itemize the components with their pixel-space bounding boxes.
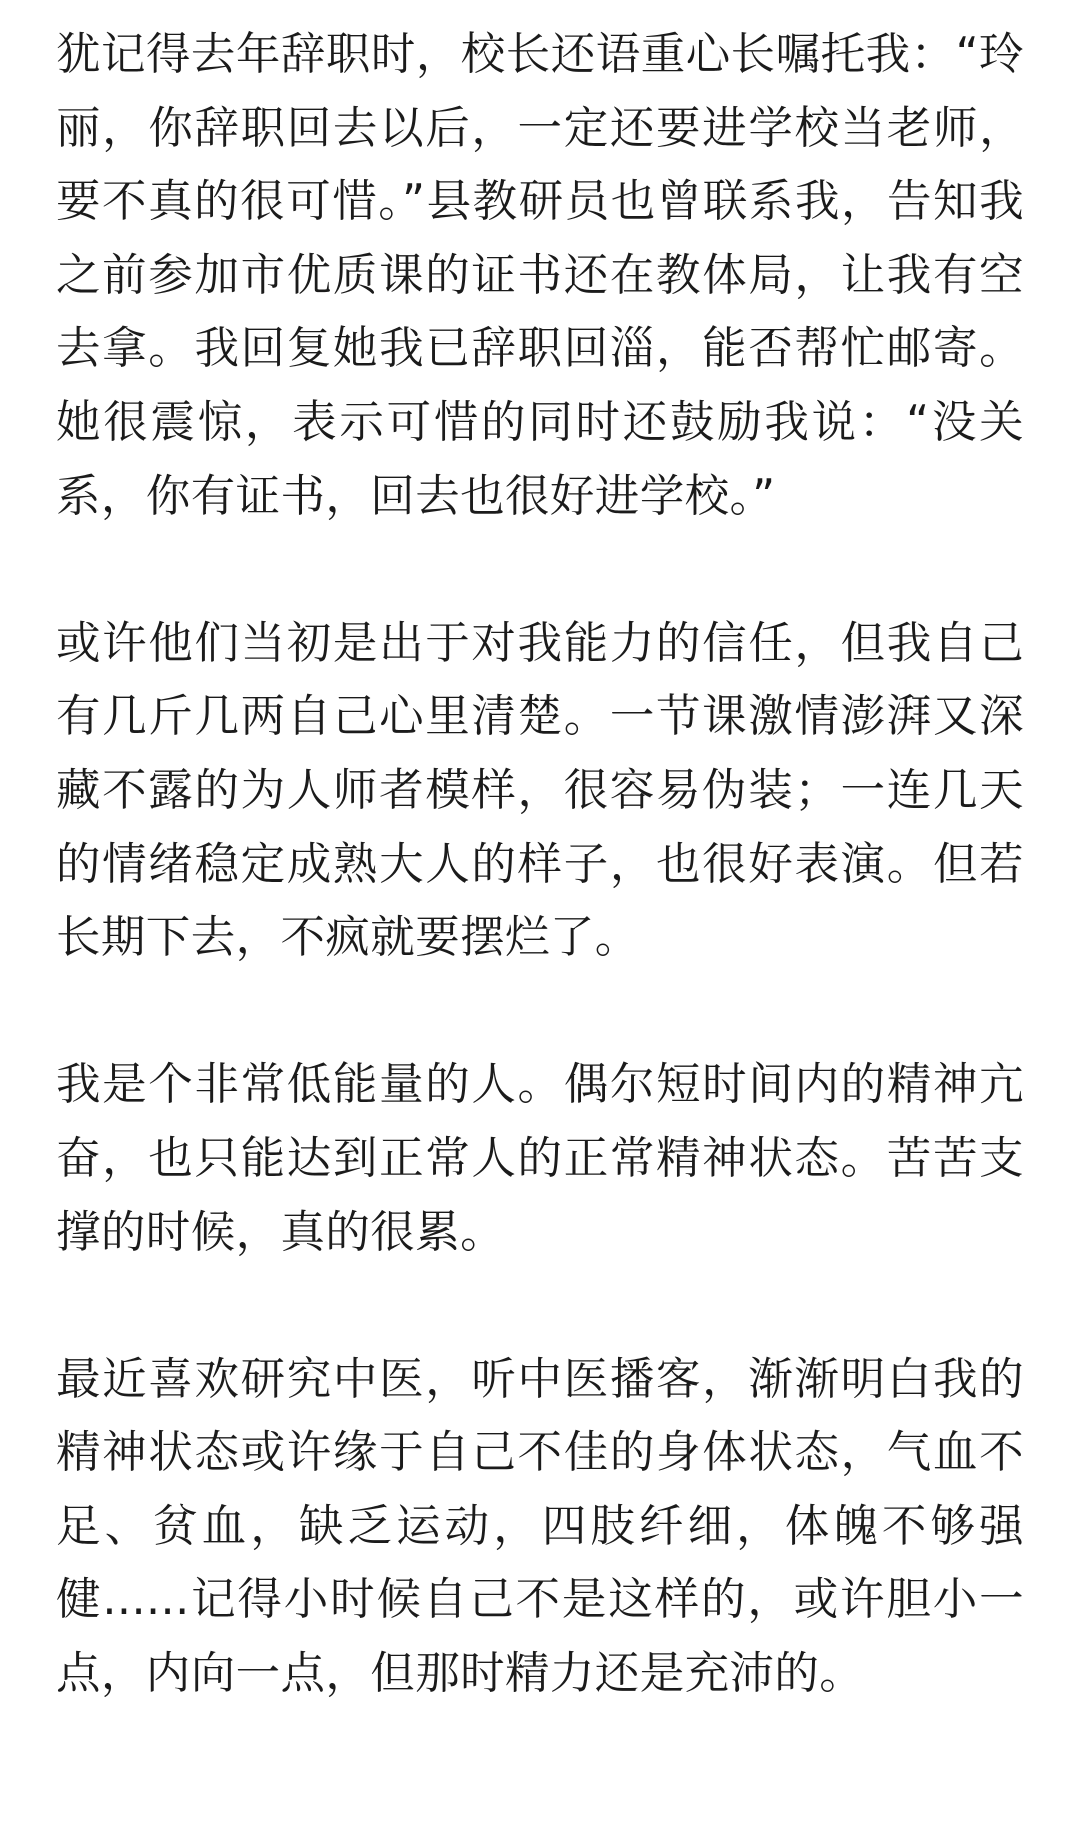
paragraph-chinese-medicine: 最近喜欢研究中医，听中医播客，渐渐明白我的精神状态或许缘于自己不佳的身体状态，气血不足、贫血，缺乏运动，四肢纤细，体魄不够强健......记得小时候自己不是这样的，或许胆小一点，内向一点，但那时精力还是充沛的。 [56,1353,1024,1700]
article-body [56,18,1024,1711]
paragraph-resignation-memory: 犹记得去年辞职时，校长还语重心长嘱托我：“玲丽，你辞职回去以后，一定还要进学校当老师，要不真的很可惜。”县教研员也曾联系我，告知我之前参加市优质课的证书还在教体局，让我有空去拿。我回复她我已辞职回淄，能否帮忙邮寄。她很震惊，表示可惜的同时还鼓励我说：“没关系，你有证书，回去也很好进学校。” [56,29,1024,522]
paragraph-low-energy: 我是个非常低能量的人。偶尔短时间内的精神亢奋，也只能达到正常人的正常精神状态。苦苦支撑的时候，真的很累。 [56,1059,1024,1258]
paragraph-self-assessment: 或许他们当初是出于对我能力的信任，但我自己有几斤几两自己心里清楚。一节课激情澎湃又深藏不露的为人师者模样，很容易伪装；一连几天的情绪稳定成熟大人的样子，也很好表演。但若长期下去，不疯就要摆烂了。 [56,617,1024,964]
